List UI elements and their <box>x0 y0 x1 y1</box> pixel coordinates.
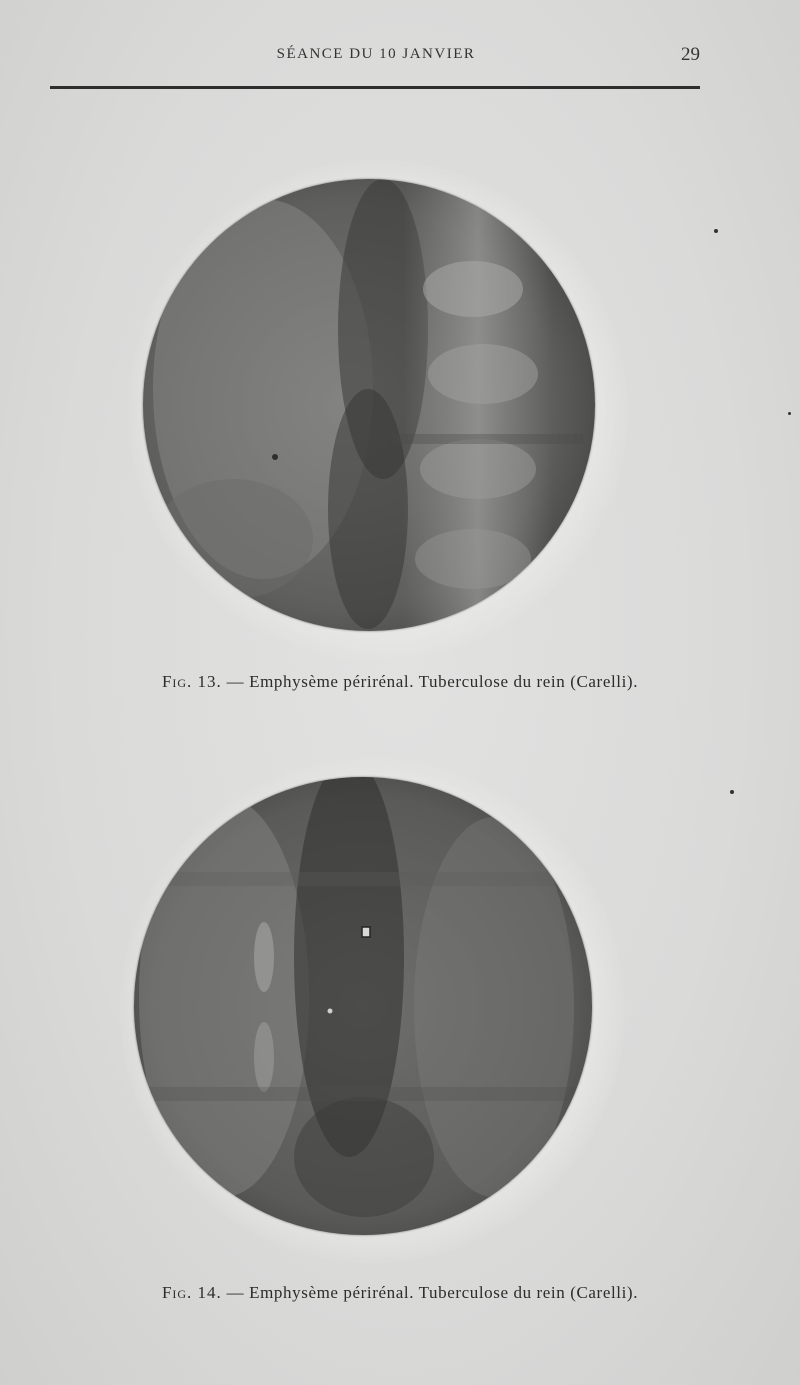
radiograph-image <box>134 777 592 1235</box>
figure-caption <box>0 1283 800 1303</box>
figure-label: Fig. 13. <box>161 672 222 691</box>
caption-text: — Emphysème périrénal. Tuberculose du rein (Carelli). <box>226 672 639 691</box>
figure-label: Fig. 14. <box>161 1283 222 1302</box>
paper-speck <box>730 790 734 794</box>
running-title: SÉANCE DU 10 JANVIER <box>276 46 476 62</box>
paper-speck <box>788 412 791 415</box>
page-number: 29 <box>681 44 700 65</box>
paper-speck <box>714 229 718 233</box>
caption-text: — Emphysème périrénal. Tuberculose du rein (Carelli). <box>226 1283 639 1302</box>
